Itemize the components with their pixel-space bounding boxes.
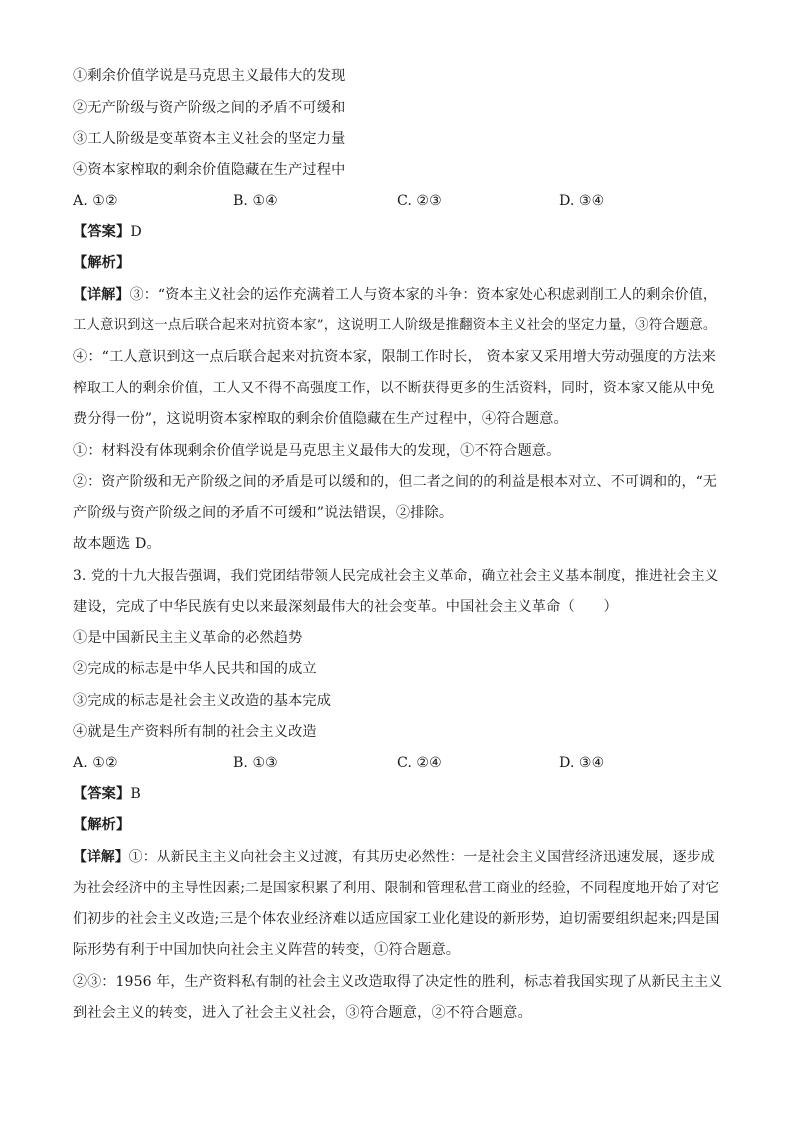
answer-label: 【答案】 [73,224,131,240]
q3-stem-line-2: 建设，完成了中华民族有史以来最深刻最伟大的社会变革。中国社会主义革命（ ） [73,599,618,615]
q3-option-2: ②完成的标志是中华人民共和国的成立 [73,661,317,677]
q3-analysis-label: 【解析】 [73,817,131,833]
q2-analysis-label: 【解析】 [73,255,131,271]
answer-label: 【答案】 [73,786,131,802]
q3-option-1: ①是中国新民主主义革命的必然趋势 [73,630,303,646]
q2-detail-line-4: 榨取工人的剩余价值，工人又不得不高强度工作，以不断获得更多的生活资料，同时，资本家又能从中免 [73,380,715,396]
q2-choice-c: C. ②③ [397,193,442,209]
q2-detail-line-6: ①：材料没有体现剩余价值学说是马克思主义最伟大的发现，①不符合题意。 [73,443,561,459]
q2-choice-d: D. ③④ [559,193,605,209]
q2-conclusion: 故本题选 D。 [73,536,161,552]
q3-choice-c: C. ②④ [397,755,442,771]
detail-label: 【详解】 [73,287,130,303]
q2-answer [73,222,723,242]
q3-detail-line-3: 们初步的社会主义改造;三是个体农业经济难以适应国家工业化建设的新形势，迫切需要组织起来;四是国 [73,911,720,927]
q2-option-1: ①剩余价值学说是马克思主义最伟大的发现 [73,68,346,84]
q3-choice-b: B. ①③ [233,755,278,771]
detail-label: 【详解】 [73,849,129,865]
q2-option-4: ④资本家榨取的剩余价值隐藏在生产过程中 [73,162,346,178]
q2-choice-a: A. ①② [73,193,118,209]
q3-choices [73,753,723,773]
q3-choice-a: A. ①② [73,755,118,771]
detail-text: ③：“资本主义社会的运作充满着工人与资本家的斗争：资本家处心积虑剥削工人的剩余价值， [129,287,718,303]
q2-detail-line-5: 费分得一份”，这说明资本家榨取的剩余价值隐藏在生产过程中，④符合题意。 [73,411,568,427]
detail-text: ①：从新民主主义向社会主义过渡，有其历史必然性：一是社会主义国营经济迅速发展，逐步成 [128,849,715,865]
q3-detail-line-2: 为社会经济中的主导性因素;二是国家积累了利用、限制和管理私营工商业的经验，不同程度地开始了对它 [73,880,720,896]
q2-option-2: ②无产阶级与资产阶级之间的矛盾不可缓和 [73,100,346,116]
q2-detail-line-2: 工人意识到这一点后联合起来对抗资本家”，这说明工人阶级是推翻资本主义社会的坚定力量，③符合题意。 [73,318,717,333]
q3-option-4: ④就是生产资料所有制的社会主义改造 [73,724,317,740]
q3-detail-line-5: ②③：1956 年，生产资料私有制的社会主义改造取得了决定性的胜利，标志着我国实现了从新民主主义 [73,974,723,990]
q3-detail-line-4: 际形势有利于中国加快向社会主义阵营的转变，①符合题意。 [73,942,461,958]
q3-detail-line-1 [73,847,723,867]
q3-choice-d: D. ③④ [559,755,605,771]
q2-detail-line-3: ④：“工人意识到这一点后联合起来对抗资本家，限制工作时长， 资本家又采用增大劳动强度的方法来 [73,349,716,365]
q2-option-3: ③工人阶级是变革资本主义社会的坚定力量 [73,131,346,147]
q3-detail-line-6: 到社会主义的转变，进入了社会主义社会，③符合题意，②不符合题意。 [73,1005,532,1021]
q2-detail-line-8: 产阶级与资产阶级之间的矛盾不可缓和”说法错误，②排除。 [73,505,454,521]
answer-value: B [130,786,141,802]
q2-detail-line-7: ②：资产阶级和无产阶级之间的矛盾是可以缓和的，但二者之间的的利益是根本对立、不可调和的，“无 [73,474,718,490]
q3-option-3: ③完成的标志是社会主义改造的基本完成 [73,693,332,709]
q2-choices [73,191,723,211]
q2-choice-b: B. ①④ [233,193,278,209]
q3-stem-line-1: 3. 党的十九大报告强调，我们党团结带领人民完成社会主义革命，确立社会主义基本制度，推进社会主义 [73,568,719,584]
answer-value: D [130,224,142,240]
q2-detail-line-1 [73,285,723,305]
q3-answer [73,784,723,804]
